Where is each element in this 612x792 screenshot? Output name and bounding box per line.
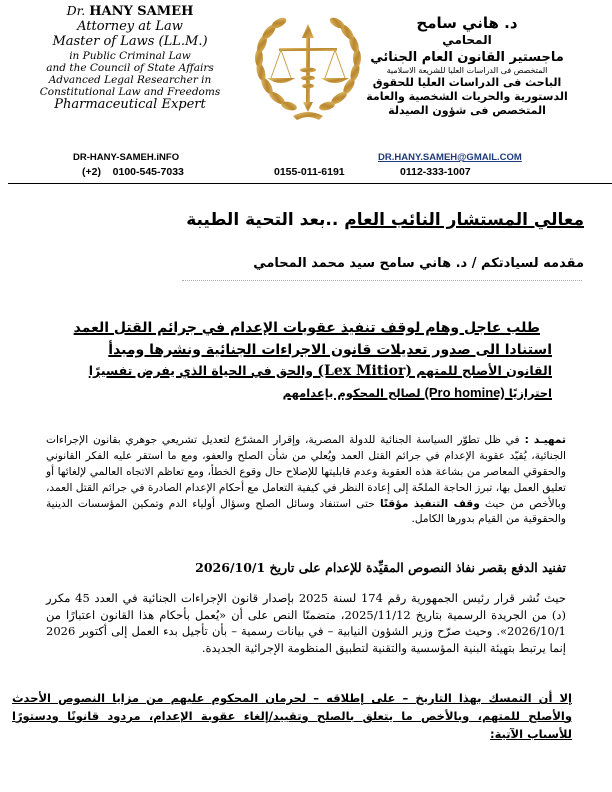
request-title-line-3 bbox=[52, 361, 552, 383]
letterhead-english bbox=[20, 4, 240, 113]
header-divider bbox=[8, 183, 612, 184]
preamble-lead: تمهيـد : bbox=[519, 434, 566, 446]
arabic-title-pharma: المتخصص فى شؤون الصيدلة bbox=[388, 103, 546, 117]
preamble-text-b: حتى استنفاد وسائل الصلح وسؤال أولياء الدم وتمكين المؤسسات الدينية والحقوقية من القيام بدورها الكامل. bbox=[46, 497, 566, 526]
request-title-line-1: طلب عاجل وهام لوقف تنفيذ عقوبات الإعدام في جرائم القتل العمد bbox=[73, 320, 540, 336]
name-prefix: Dr. bbox=[66, 3, 86, 18]
faded-line bbox=[182, 280, 582, 285]
author-name: HANY SAMEH bbox=[89, 4, 194, 19]
title-llm: Master of Laws (LL.M.) bbox=[52, 33, 208, 49]
title-researcher: Advanced Legal Researcher in bbox=[48, 73, 212, 86]
salutation bbox=[186, 210, 584, 230]
title-pharma: Pharmaceutical Expert bbox=[54, 97, 206, 113]
letterhead-arabic bbox=[352, 14, 582, 117]
salutation-greeting: ..بعد التحية الطيبة bbox=[186, 210, 345, 230]
arabic-title-researcher: الباحث فى الدراسات العليا للحقوق bbox=[372, 76, 562, 89]
pro-homine-term: (Pro homine) bbox=[424, 385, 505, 401]
preamble-emphasis: وقف التنفيذ مؤقتًا bbox=[379, 497, 480, 510]
request-title-line-2: استنادا الى صدور تعديلات قانون الاجراءات الجنائية ونشرها ومبدأ bbox=[108, 341, 552, 358]
salutation-addressee: معالي المستشار النائب العام bbox=[344, 210, 584, 230]
conclusion-paragraph: إلا أن التمسك بهذا التاريخ – على إطلاقه – لحرمان المحكوم عليهم من مزايا النصوص الأحدث والأصلح للمتهم، وبالأخص ما يتعلق بالصلح وتقييد/إلغاء عقوبة الإعدام، مردود قانونًا ودستورًا للأسباب الآتية: bbox=[12, 691, 572, 741]
arabic-author-name: د. هاني سامح bbox=[416, 14, 518, 32]
section-heading: تفنيد الدفع بقصر نفاذ النصوص المقيِّدة للإعدام على تاريخ 2026/10/1 bbox=[195, 560, 566, 575]
title-attorney: Attorney at Law bbox=[77, 18, 183, 34]
arabic-title-masters: ماجستير القانون العام الجنائي bbox=[370, 49, 564, 65]
email-link[interactable]: DR.HANY.SAMEH@GMAIL.COM bbox=[378, 152, 522, 163]
lex-mitior-term: (Lex Mitior) bbox=[317, 363, 412, 380]
country-code: (+2) bbox=[82, 166, 101, 178]
phone-2: 0155-011-6191 bbox=[274, 166, 345, 178]
author-name-line bbox=[20, 4, 240, 20]
title-criminal-law: in Public Criminal Law bbox=[69, 49, 191, 62]
arabic-title-sharia: المتخصص فى الدراسات العليا للشريعة الاسلامية bbox=[386, 66, 548, 75]
preamble-paragraph bbox=[46, 433, 566, 528]
phone-3: 0112-333-1007 bbox=[400, 166, 471, 178]
phone-1: 0100-545-7033 bbox=[112, 166, 184, 178]
title-council: and the Council of State Affairs bbox=[46, 61, 214, 74]
request-title-line-4 bbox=[52, 383, 552, 403]
title-line4-part-b: لصالح المحكوم بإعدامهم bbox=[282, 386, 425, 401]
arabic-role: المحامي bbox=[442, 32, 492, 47]
section-body: حيث نُشر قرار رئيس الجمهورية رقم 174 لسنة 2025 بإصدار قانون الإجراءات الجنائية في العدد 45 مكرر (د) من الجريدة الرسمية بتاريخ 2025/11/12، متضمنًا النص على أن «يُعمل بأحكام هذا القانون اعتبارًا من 2026/10/1». وحيث صرّح وزير الشؤون النيابية – في بيانات رسمية – بأن تأجيل بدء العمل إلى أكتوبر 2026 إنما يرتبط بتهيئة البنية المؤسسية والتقنية لتطبيق المنظومة الإجرائية الجديدة. bbox=[46, 591, 566, 656]
title-line3-part-b: والحق في الحياة الذي يفرض تفسيرًا bbox=[88, 363, 318, 379]
title-line3-part-a: القانون الأصلح للمتهم bbox=[411, 363, 552, 379]
preamble-text-a: في ظل تطوّر السياسة الجنائية للدولة المصرية، وإقرار المشرّع لتعديل تشريعي جوهري بقانون الإجراءات الجنائية، يُقيّد عقوبة الإعدام في جرائم القتل العمد ويُعلي من شأن الصلح والعفو، ومع ما استقر عليه الفكر القانوني والحقوقي المعاصر من بشاعة هذه العقوبة وعدم قابليتها للإصلاح حال وقوع الخطأ، ومع تعاظم الاتجاه العالمي لإلغائها أو تعليق العمل بها، تبرز الحاجة الملحّة إلى إعادة النظر في كيفية التعامل مع أحكام الإعدام الصادرة في جرائم القتل العمد، وبالأخص من حيث bbox=[46, 434, 566, 510]
website-link[interactable]: DR-HANY-SAMEH.iNFO bbox=[73, 152, 180, 163]
title-constitutional: Constitutional Law and Freedoms bbox=[39, 86, 221, 98]
presented-by: مقدمه لسيادتكم / د. هاني سامح سيد محمد المحامي bbox=[253, 256, 584, 271]
title-line4-part-a: احترازيًا bbox=[504, 386, 552, 401]
request-title bbox=[52, 318, 552, 403]
phone-primary bbox=[82, 166, 184, 178]
arabic-title-constitutional: الدستورية والحريات الشخصية والعامة bbox=[366, 89, 568, 103]
